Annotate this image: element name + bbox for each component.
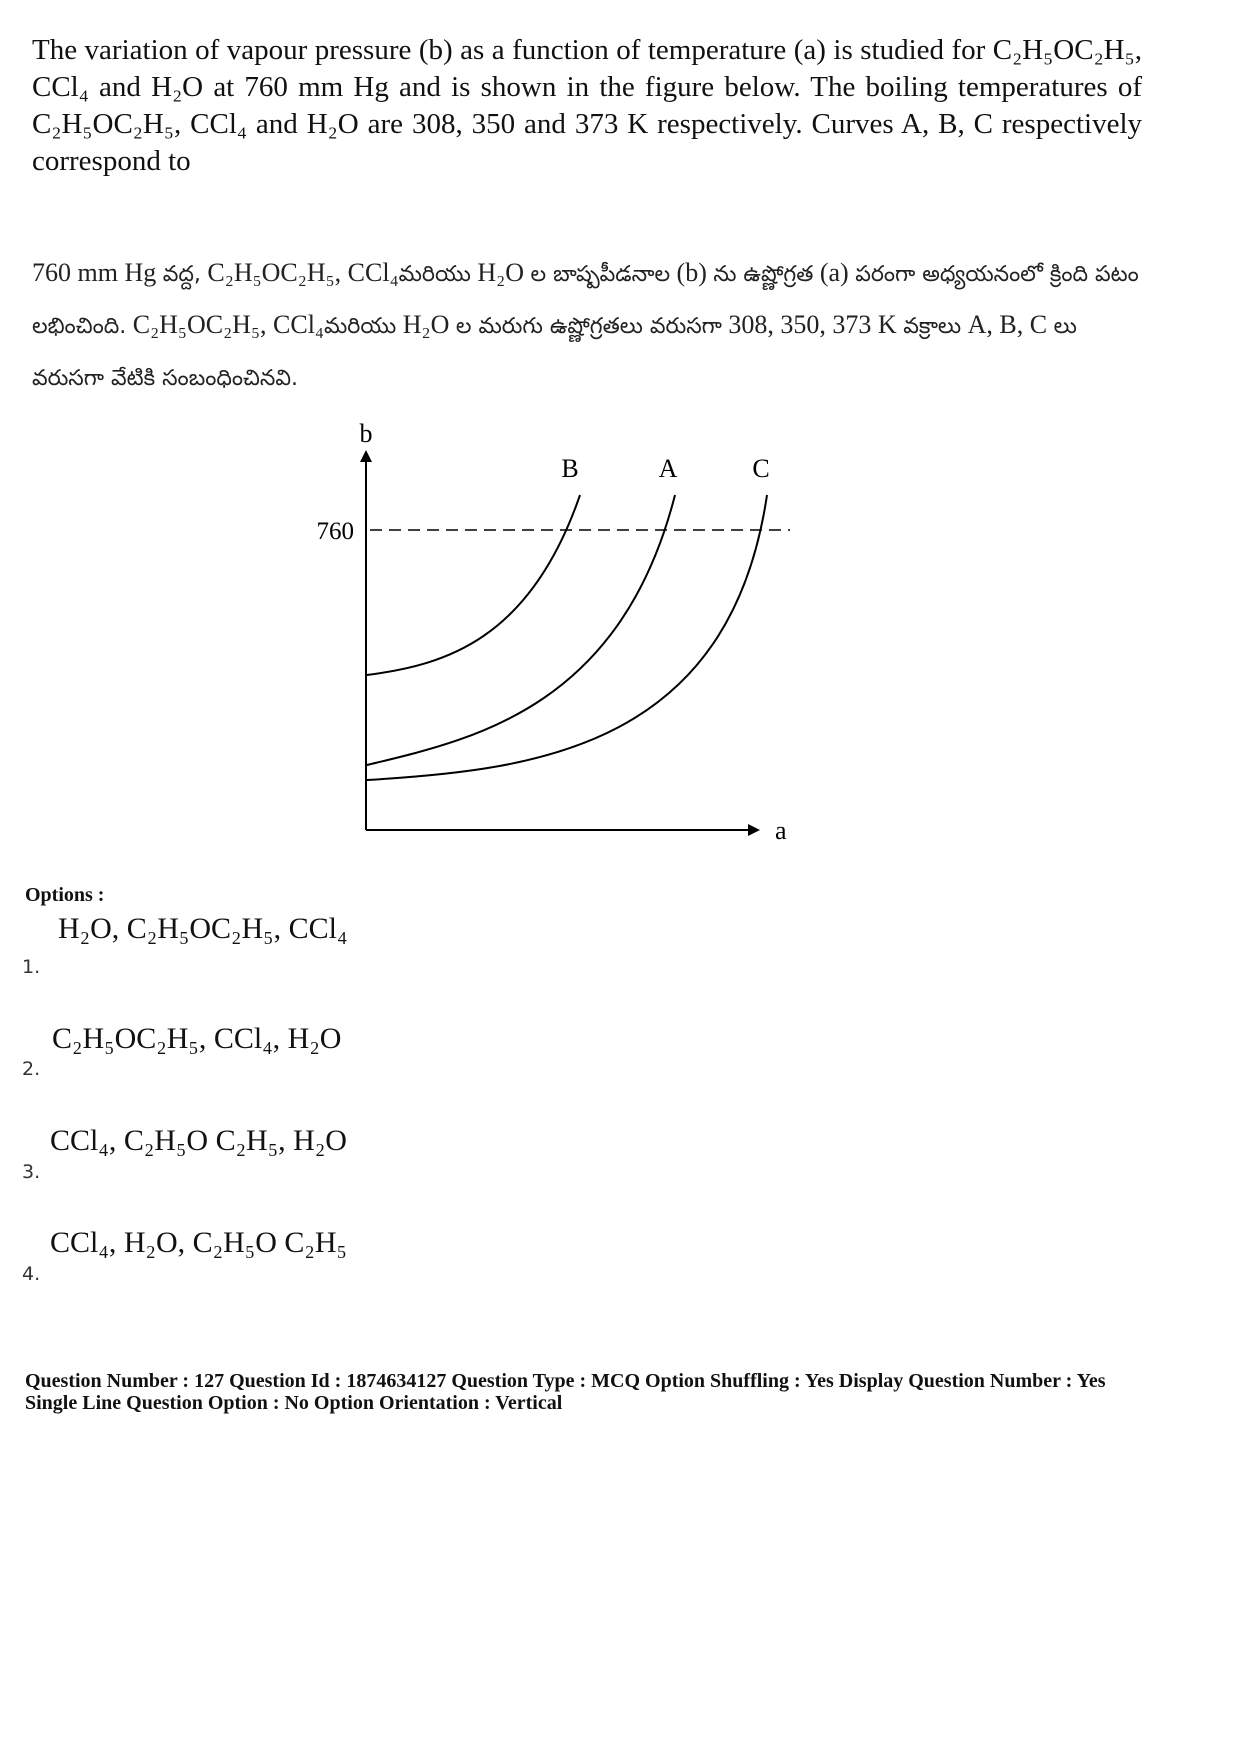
te-text: (a)	[813, 258, 856, 287]
te-text: (b)	[670, 258, 714, 287]
formula-water: H₂O	[151, 71, 204, 103]
te-text: A, B, C	[961, 310, 1054, 339]
formula-ether-ccl4: C₂H₅OC₂H₅, CCl₄	[32, 34, 1142, 103]
option-text: C₂H₅OC₂H₅, CCl₄, H₂O	[52, 1022, 342, 1055]
question-en-part: at 760 mm Hg and is shown in the figure below. The boiling temperatures of	[203, 71, 1143, 103]
te-formula: C₂H₅OC₂H₅, CCl₄	[126, 310, 324, 339]
option-text: CCl₄, H₂O, C₂H₅O C₂H₅	[50, 1226, 347, 1259]
te-text: ల బాష్పపీడనాల	[530, 262, 671, 287]
curve-label: A	[658, 454, 678, 483]
y-axis-arrow	[360, 450, 372, 462]
question-text-telugu	[32, 248, 1142, 404]
option-number: 3.	[22, 1161, 41, 1183]
te-text: మరియు	[324, 314, 397, 339]
te-text: వద్ద,	[162, 262, 201, 287]
formula-water: H₂O	[306, 108, 359, 140]
curve-c	[367, 495, 767, 780]
question-en-part: and	[246, 108, 307, 140]
question-en-part: are 308, 350 and 373 K respectively. Curves A, B, C respectively correspond to	[32, 108, 1142, 177]
te-text: ను ఉష్ణోగ్రత	[713, 262, 814, 287]
x-axis-arrow	[748, 824, 760, 836]
reference-line-label: 760	[316, 518, 354, 545]
te-text: పరంగా అధ్యయనంలో క్రింది పటం లభించింది.	[32, 262, 1139, 339]
te-text: 760 mm Hg	[32, 258, 163, 287]
option-number: 4.	[22, 1263, 41, 1285]
option-text: H₂O, C₂H₅OC₂H₅, CCl₄	[58, 912, 348, 945]
question-meta	[25, 1370, 1225, 1414]
vapour-pressure-chart	[280, 420, 810, 840]
te-formula: C₂H₅OC₂H₅, CCl₄	[200, 258, 399, 287]
question-en-part: The variation of vapour pressure (b) as a function of temperature (a) is studied for	[32, 34, 993, 66]
curve-a	[367, 495, 675, 765]
curve-b	[367, 495, 580, 675]
question-text-english	[32, 32, 1142, 180]
curve-label: B	[561, 454, 579, 483]
te-formula: H₂O	[470, 258, 531, 287]
te-text: లు వరుసగా వేటికి సంబంధించినవి.	[32, 314, 1077, 391]
options-heading: Options :	[25, 884, 105, 906]
te-formula: H₂O	[396, 310, 456, 339]
te-text: 308, 350, 373 K	[721, 310, 904, 339]
x-axis-label: a	[775, 816, 787, 840]
te-text: ల మరుగు ఉష్ణోగ్రతలు వరుసగా	[455, 314, 722, 339]
meta-line-1: Question Number : 127 Question Id : 1874634127 Question Type : MCQ Option Shuffling : Yes Display Question Number : Yes	[25, 1370, 1106, 1392]
te-text: మరియు	[398, 262, 471, 287]
option-text: CCl₄, C₂H₅O C₂H₅, H₂O	[50, 1124, 347, 1157]
curve-label: C	[752, 454, 770, 483]
option-number: 2.	[22, 1058, 41, 1080]
meta-line-2: Single Line Question Option : No Option Orientation : Vertical	[25, 1392, 563, 1414]
te-text: వక్రాలు	[903, 314, 962, 339]
y-axis-label: b	[359, 420, 373, 448]
option-number: 1.	[22, 956, 41, 978]
question-en-part: and	[88, 71, 152, 103]
formula-ether-ccl4: C₂H₅OC₂H₅, CCl₄	[32, 108, 247, 140]
